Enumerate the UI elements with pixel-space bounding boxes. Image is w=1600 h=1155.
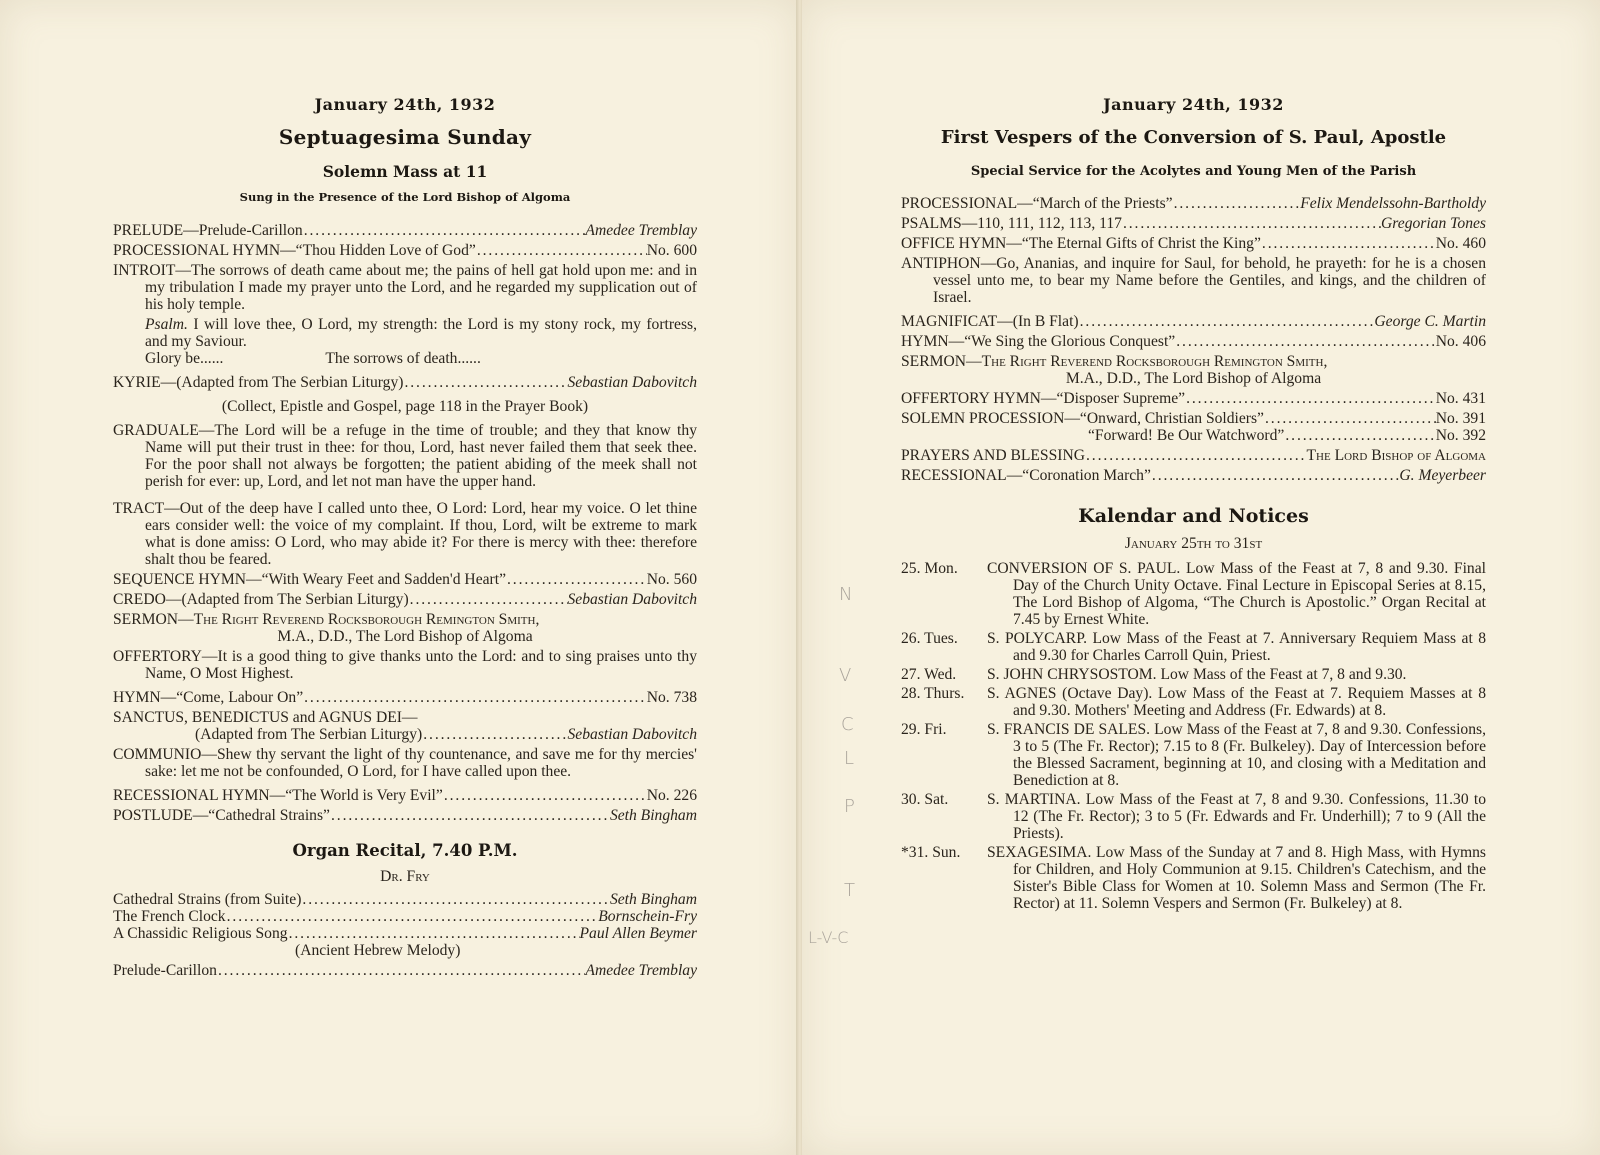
handwritten-mark: P [844, 796, 855, 817]
r-procession-line: SOLEMN PROCESSION—“Onward, Christian Soldiers” . . . No. 391 [901, 410, 1486, 427]
r-hymn-line: HYMN—“We Sing the Glorious Conquest” . . . No. 406 [901, 333, 1486, 350]
kalendar-title: Kalendar and Notices [1078, 505, 1309, 527]
sanctus-line: SANCTUS, BENEDICTUS and AGNUS DEI— [113, 709, 418, 726]
right-title: First Vespers of the Conversion of S. Paul, Apostle [940, 127, 1447, 148]
handwritten-mark: C [841, 714, 854, 735]
postlude-line: POSTLUDE—“Cathedral Strains” . . . Seth Bingham [113, 807, 697, 824]
organ-piece: Prelude-Carillon . . . Amedee Tremblay [113, 962, 697, 979]
hymn-line: HYMN—“Come, Labour On” . . . No. 738 [113, 689, 697, 706]
kalendar-entry: 28. Thurs. S. AGNES (Octave Day). Low Mass of the Feast at 7. Requiem Masses at 8 and 9.30. Mothers' Meeting and Address (Fr. Edwards) at 8. [901, 685, 1486, 719]
organ-piece-note: (Ancient Hebrew Melody) [295, 942, 461, 959]
sanctus-adapted-line: (Adapted from The Serbian Liturgy) . . . Sebastian Dabovitch [113, 726, 697, 743]
organ-piece: A Chassidic Religious Song . . . Paul Allen Beymer [113, 925, 697, 942]
offertory: OFFERTORY—It is a good thing to give thanks unto the Lord: and to sing praises unto thy Name, O Most Highest. [113, 648, 697, 682]
organ-piece: The French Clock . . . Bornschein-Fry [113, 908, 697, 925]
introit: INTROIT—The sorrows of death came about me; the pains of hell gat hold upon me: and in my tribulation I made my prayer unto the Lord, and he regarded my supplication out of his holy temple. [113, 262, 697, 313]
kyrie-line: KYRIE—(Adapted from The Serbian Liturgy) . . . Sebastian Dabovitch [113, 374, 697, 391]
r-sermon-line: SERMON—The Right Reverend Rocksborough Remington Smith, [901, 353, 1328, 370]
recessional-line: RECESSIONAL HYMN—“The World is Very Evil” . . . No. 226 [113, 787, 697, 804]
psalm-verse: Psalm. I will love thee, O Lord, my strength: the Lord is my stony rock, my fortress, and my Saviour. [145, 316, 698, 350]
left-page [0, 0, 798, 1155]
collect-note: (Collect, Epistle and Gospel, page 118 in the Prayer Book) [221, 398, 589, 415]
r-processional-line: PROCESSIONAL—“March of the Priests” . . . Felix Mendelssohn-Bartholdy [901, 195, 1486, 212]
left-subsubtitle: Sung in the Presence of the Lord Bishop of Algoma [239, 190, 571, 204]
r-magnificat-line: MAGNIFICAT—(In B Flat) . . . George C. Martin [901, 313, 1486, 330]
left-column [113, 90, 697, 979]
credo-line: CREDO—(Adapted from The Serbian Liturgy) . . . Sebastian Dabovitch [113, 591, 697, 608]
handwritten-mark: T [844, 880, 855, 901]
prelude-line: PRELUDE—Prelude-Carillon . . . Amedee Tremblay [113, 222, 697, 239]
kalendar-entry: 25. Mon. CONVERSION OF S. PAUL. Low Mass of the Feast at 7, 8 and 9.30. Final Day of the Church Unity Octave. Final Lecture in Episcopal Series at 8.15, The Lord Bishop of Algoma, “The Church is Apostolic.” Organ Recital at 7.45 by Ernest White. [901, 560, 1486, 628]
r-antiphon: ANTIPHON—Go, Ananias, and inquire for Saul, for behold, he prayeth: for he is a chosen vessel unto me, to bear my Name before the Gentiles, and kings, and the children of Israel. [901, 255, 1486, 306]
handwritten-mark: V [839, 665, 852, 686]
kalendar-entry: 30. Sat. S. MARTINA. Low Mass of the Feast at 7, 8 and 9.30. Confessions, 11.30 to 12 (The Fr. Rector); 3 to 5 (Fr. Edwards and Fr. Underhill); 7 to 9 (All the Priests). [901, 791, 1486, 842]
right-page [802, 0, 1600, 1155]
r-procession-line2: “Forward! Be Our Watchword” . . . No. 392 [901, 427, 1486, 444]
right-column [901, 90, 1486, 914]
kalendar-range: January 25th to 31st [1124, 535, 1263, 552]
sermon-line2: M.A., D.D., The Lord Bishop of Algoma [277, 628, 533, 645]
right-date: January 24th, 1932 [1103, 95, 1284, 114]
r-recessional-line: RECESSIONAL—“Coronation March” . . . G. Meyerbeer [901, 467, 1486, 484]
sequence-line: SEQUENCE HYMN—“With Weary Feet and Sadden'd Heart” . . . No. 560 [113, 571, 697, 588]
handwritten-mark: L [844, 748, 855, 769]
handwritten-mark: N [839, 584, 853, 605]
r-psalms-line: PSALMS—110, 111, 112, 113, 117 . . . Gregorian Tones [901, 215, 1486, 232]
right-subtitle: Special Service for the Acolytes and Young Men of the Parish [970, 164, 1417, 179]
handwritten-mark: L-V-C [808, 928, 849, 947]
kalendar-entry: 27. Wed. S. JOHN CHRYSOSTOM. Low Mass of the Feast at 7, 8 and 9.30. [901, 666, 1407, 683]
processional-line: PROCESSIONAL HYMN—“Thou Hidden Love of God” . . . No. 600 [113, 242, 697, 259]
kalendar-entry: 29. Fri. S. FRANCIS DE SALES. Low Mass of the Feast at 7, 8 and 9.30. Confessions, 3 to 5 (The Fr. Rector); 7.15 to 8 (Fr. Bulkeley). Day of Intercession before the Blessed Sacrament, beginning at 10, and closing with a Meditation and Benediction at 8. [901, 721, 1486, 789]
kalendar-entry: *31. Sun. SEXAGESIMA. Low Mass of the Sunday at 7 and 8. High Mass, with Hymns for Children, and Holy Communion at 9.15. Children's Catechism, and the Sister's Bible Class for Women at 10. Solemn Mass and Sermon (The Fr. Rector) at 11. Solemn Vespers and Sermon (Fr. Bulkeley) at 8. [901, 844, 1486, 912]
left-title: Septuagesima Sunday [278, 125, 532, 149]
r-office-hymn-line: OFFICE HYMN—“The Eternal Gifts of Christ the King” . . . No. 460 [901, 235, 1486, 252]
organ-piece: Cathedral Strains (from Suite) . . . Seth Bingham [113, 891, 697, 908]
organ-performer: Dr. Fry [380, 868, 430, 885]
r-offertory-line: OFFERTORY HYMN—“Disposer Supreme” . . . No. 431 [901, 390, 1486, 407]
communio: COMMUNIO—Shew thy servant the light of thy countenance, and save me for thy mercies' sake: let me not be confounded, O Lord, for I have called upon thee. [113, 746, 697, 780]
r-sermon-line2: M.A., D.D., The Lord Bishop of Algoma [1065, 370, 1322, 387]
sermon-line: SERMON—The Right Reverend Rocksborough Remington Smith, [113, 611, 540, 628]
graduale: GRADUALE—The Lord will be a refuge in the time of trouble; and they that know thy Name will put their trust in thee: for thou, Lord, hast never failed them that seek thee. For the poor shall not always be forgotten; the patient abiding of the meek shall not perish for ever: up, Lord, and let not man have the upper hand. [113, 422, 697, 490]
kalendar-entry: 26. Tues. S. POLYCARP. Low Mass of the Feast at 7. Anniversary Requiem Mass at 8 and 9.30 for Charles Carroll Quin, Priest. [901, 630, 1486, 664]
left-date: January 24th, 1932 [314, 95, 496, 114]
glory-line: Glory be...... The sorrows of death...... [145, 350, 481, 367]
left-subtitle: Solemn Mass at 11 [322, 162, 488, 181]
r-prayers-line: PRAYERS AND BLESSING . . . The Lord Bishop of Algoma [901, 447, 1486, 464]
organ-recital-title: Organ Recital, 7.40 P.M. [292, 841, 518, 860]
tract: TRACT—Out of the deep have I called unto thee, O Lord: Lord, hear my voice. O let thine ears consider well: the voice of my complaint. If thou, Lord, wilt be extreme to mark what is done amiss: O Lord, who may abide it? For there is mercy with thee: therefore shalt thou be feared. [113, 500, 697, 568]
